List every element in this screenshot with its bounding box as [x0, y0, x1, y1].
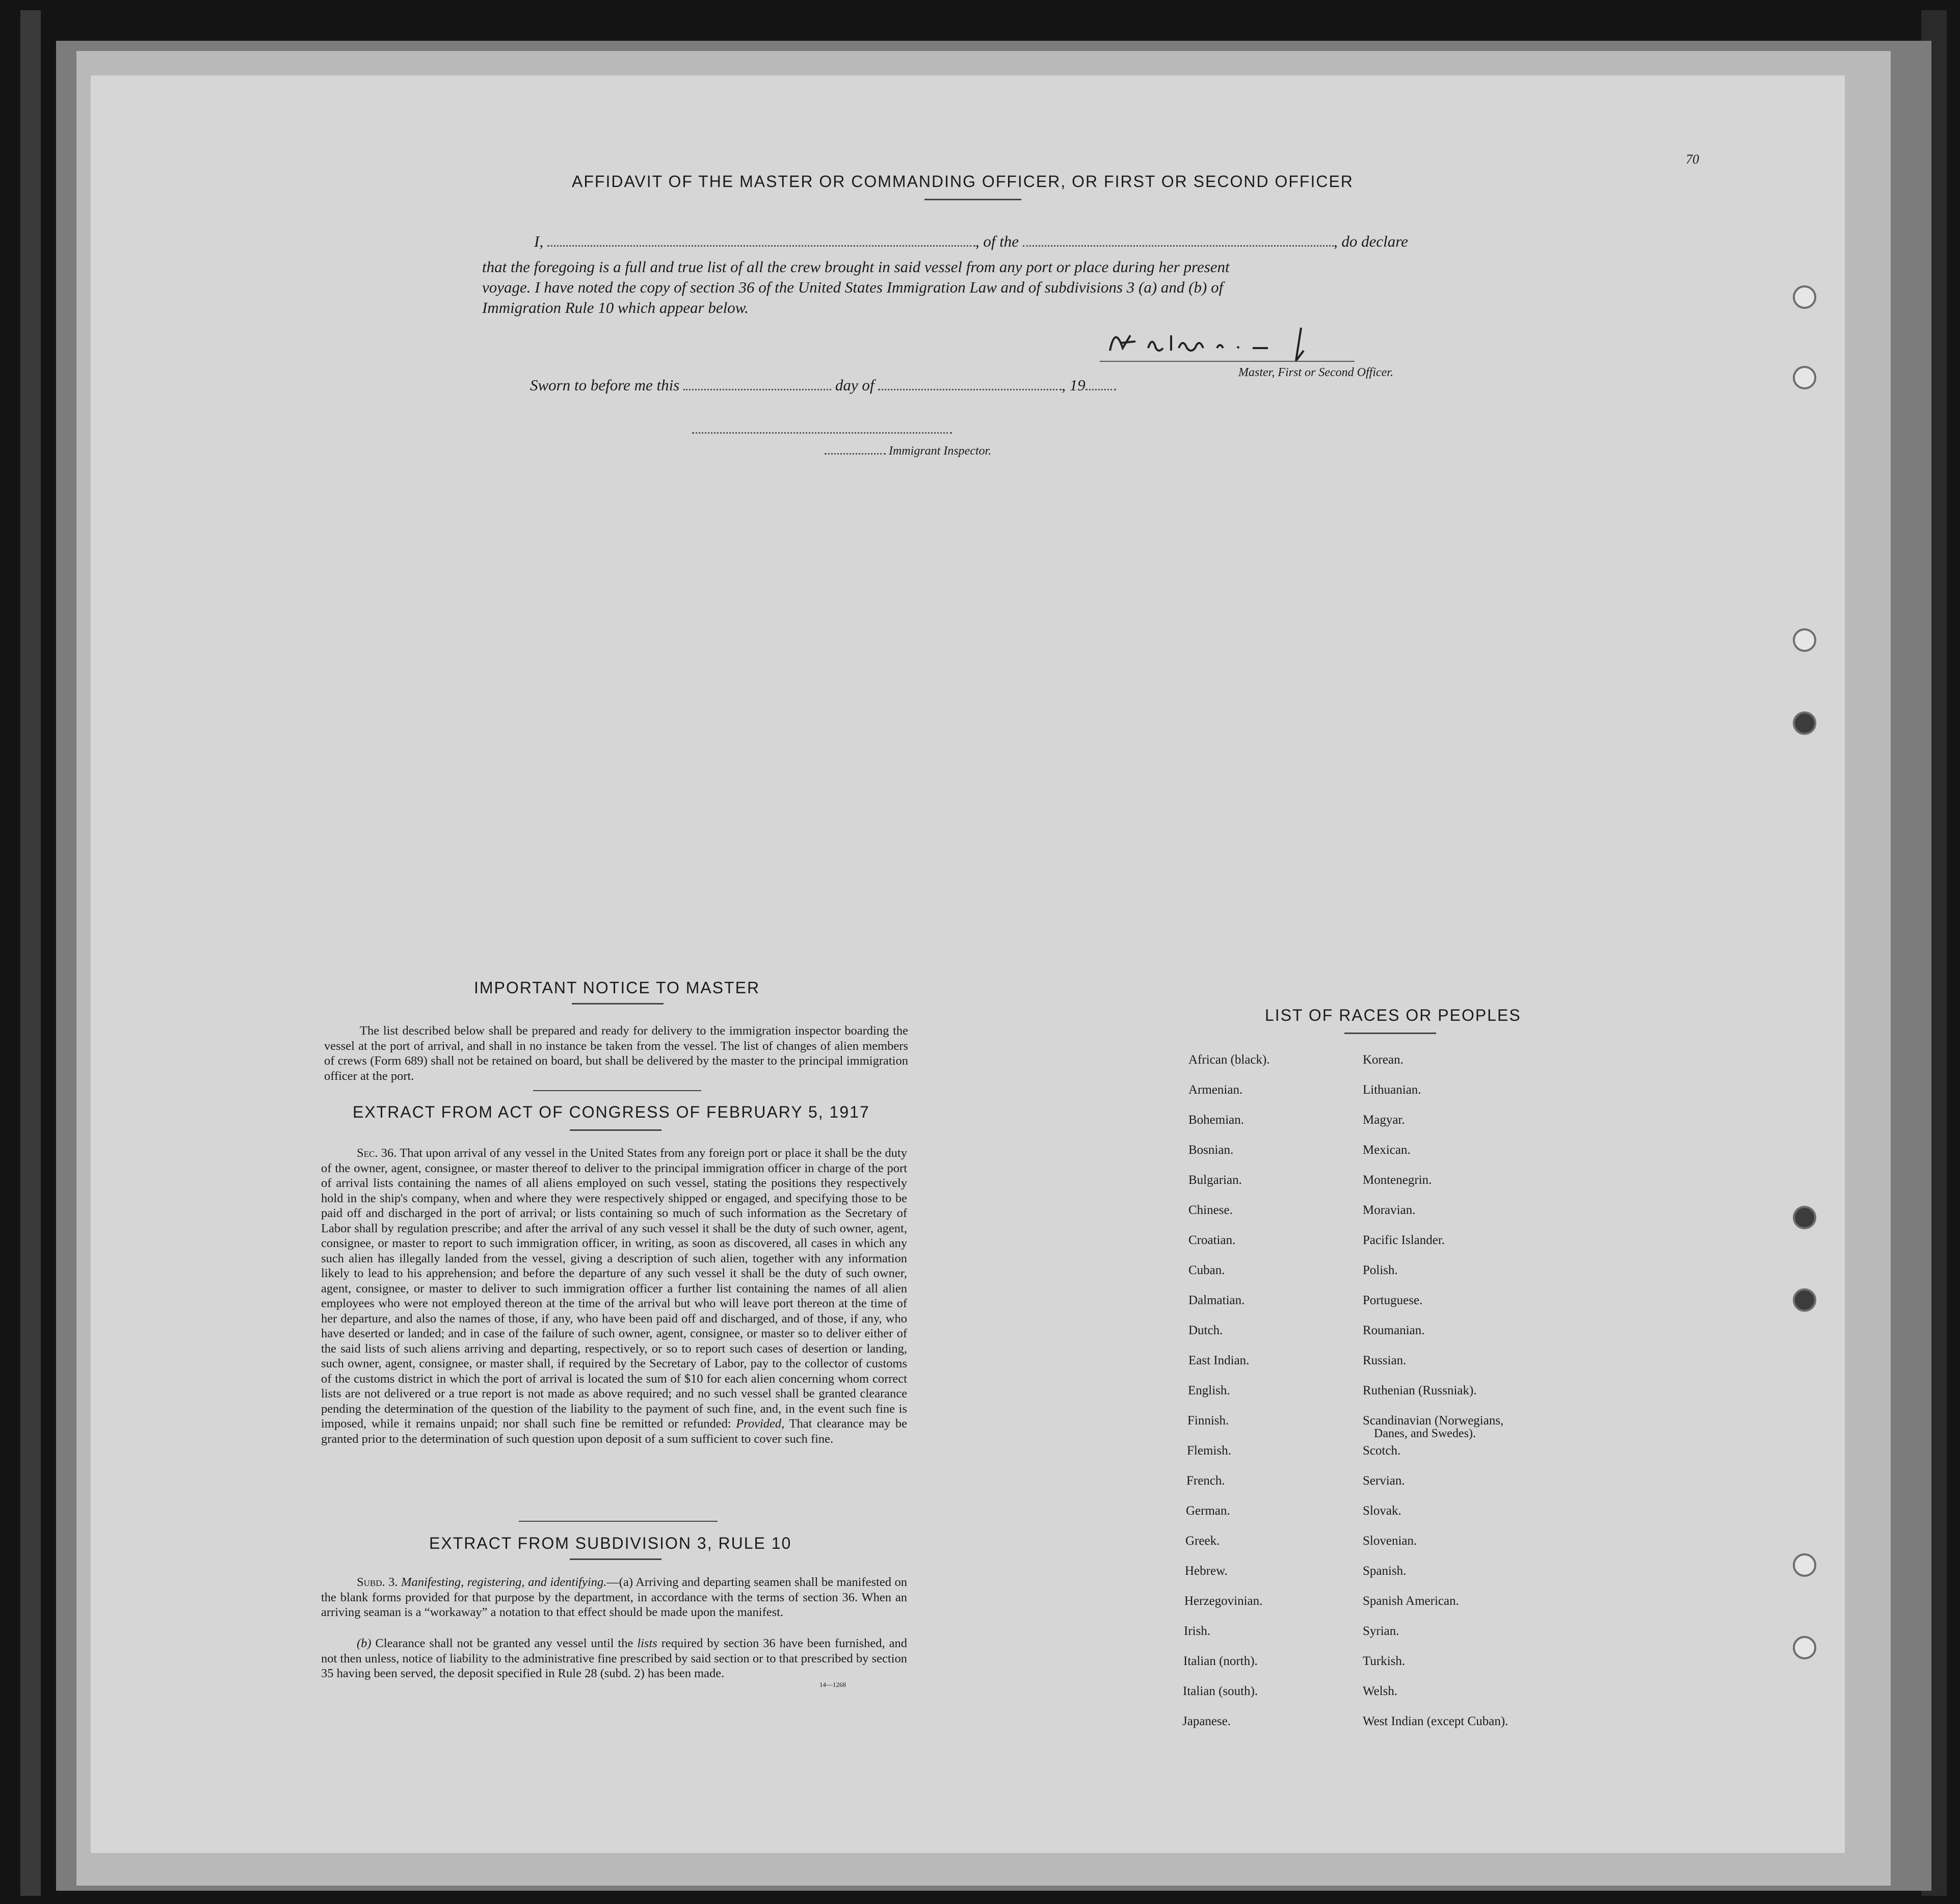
- text-day-of: day of: [835, 376, 875, 394]
- race-item: French.: [1186, 1474, 1225, 1488]
- race-item: Roumanian.: [1363, 1324, 1425, 1337]
- race-item: Slovak.: [1363, 1504, 1401, 1518]
- rule-heading: Manifesting, registering, and identifying.: [401, 1575, 607, 1589]
- rule-text-a: [321, 1575, 907, 1620]
- race-item: Herzegovinian.: [1184, 1594, 1263, 1608]
- race-item: Italian (south).: [1183, 1684, 1258, 1698]
- race-item: East Indian.: [1188, 1354, 1250, 1367]
- month-blank: [878, 389, 1062, 390]
- rule-lists-word: lists: [637, 1636, 657, 1650]
- race-item: Hebrew.: [1185, 1564, 1228, 1578]
- race-item: English.: [1188, 1384, 1230, 1397]
- act-proviso-word: Provided,: [736, 1417, 785, 1431]
- act-paragraph: That upon arrival of any vessel in the United States from any foreign port or place it shall be the duty of the owner, agent, consignee, or master thereof to deliver to the principal immigration officer in charge of the port of arrival lists containing the names of all aliens employed on such vessel, stating the positions they respectively hold in the ship's company, when and where they were respectively shipped or engaged, and specifying those to be paid off and discharged in the port of arrival; or lists containing so much of such information as the Secretary of Labor shall by regulation prescribe; and after the arrival of any such vessel it shall be the duty of such owner, agent, consignee, or master to report to such immigration officer, in writing, as soon as discovered, all cases in which any such alien has illegally landed from the vessel, giving a description of such alien, together with any information likely to lead to his apprehension; and before the departure of any such vessel it shall be the duty of such owner, agent, consignee, or master to deliver to such immigration officer a further list containing the names of all alien employees who were not employed thereon at the time of the arrival but who will leave port thereon at the time of her departure, and also the names of those, if any, who have been paid off and discharged, and of those, if any, who have deserted or landed; and in case of the failure of such owner, agent, consignee, or master so to deliver either of the said lists of such aliens arriving and departing, respectively, or so to report such cases of desertion or landing, such owner, agent, consignee, or master shall, if required by the Secretary of Labor, pay to the collector of customs of the customs district in which the port of arrival is located the sum of $10 for each alien concerning whom correct lists are not delivered or a true report is not made as above required; and no such vessel shall be granted clearance pending the determination of the question of the liability to the payment of such fine, and, in the event such fine is imposed, while it remains unpaid; nor shall such fine be remitted or refunded:: [321, 1146, 907, 1431]
- race-item: Japanese.: [1182, 1714, 1231, 1728]
- year-blank: [1085, 389, 1116, 390]
- race-item: Greek.: [1185, 1534, 1220, 1548]
- signature-line: [1100, 361, 1355, 362]
- notice-text: [324, 1023, 908, 1083]
- race-item: Dalmatian.: [1188, 1293, 1245, 1307]
- race-item: Chinese.: [1188, 1203, 1233, 1217]
- affidavit-line-3: voyage. I have noted the copy of section 36 of the United States Immigration Law and of subdivisions 3 (a) and (b) of: [482, 278, 1224, 296]
- binder-hole: [1793, 1288, 1816, 1312]
- race-item: Portuguese.: [1363, 1293, 1423, 1307]
- rule-paragraph-a: —(a) Arriving and departing seamen shall be manifested on the blank forms provided for that purpose by the department, in accordance with the terms of section 36. When an arriving seaman is a “workaway” a notation to that effect should be made upon the manifest.: [321, 1575, 907, 1619]
- binder-hole: [1793, 285, 1816, 309]
- race-item: Korean.: [1363, 1053, 1403, 1067]
- day-blank: [683, 389, 831, 390]
- races-title: LIST OF RACES OR PEOPLES: [1265, 1006, 1521, 1024]
- race-item: Syrian.: [1363, 1624, 1399, 1638]
- form-number: 14—1268: [819, 1681, 846, 1688]
- race-item: Flemish.: [1187, 1444, 1231, 1458]
- race-item: Ruthenian (Russniak).: [1363, 1384, 1477, 1397]
- inspector-blank: [825, 453, 886, 455]
- act-section-label: Sec. 36.: [357, 1146, 397, 1160]
- race-item: Slovenian.: [1363, 1534, 1417, 1548]
- page-mark: 70: [1686, 152, 1699, 167]
- document-page: [91, 75, 1845, 1853]
- races-rule: [1344, 1033, 1436, 1034]
- race-item: Spanish American.: [1363, 1594, 1459, 1608]
- rule-rule: [570, 1558, 661, 1560]
- race-item: West Indian (except Cuban).: [1363, 1714, 1508, 1728]
- section-divider: [533, 1090, 701, 1091]
- inspector-label: [825, 444, 991, 458]
- race-item: Mexican.: [1363, 1143, 1411, 1157]
- rule-paragraph-b2: required by section 36 have been furnished, and not then unless, notice of liability to the administrative fine prescribed by said section or to that prescribed by section 35 having been served, the deposit specified in Rule 28 (subd. 2) has been made.: [321, 1636, 907, 1680]
- race-item: Scotch.: [1363, 1444, 1401, 1458]
- binder-edge-left: [20, 10, 41, 1896]
- race-item: Cuban.: [1188, 1263, 1225, 1277]
- race-item: Danes, and Swedes).: [1374, 1427, 1476, 1440]
- act-title: EXTRACT FROM ACT OF CONGRESS OF FEBRUARY 5, 1917: [353, 1103, 870, 1121]
- affidavit-title: AFFIDAVIT OF THE MASTER OR COMMANDING OFFICER, OR FIRST OR SECOND OFFICER: [572, 172, 1354, 191]
- race-item: Russian.: [1363, 1354, 1407, 1367]
- binder-hole: [1793, 628, 1816, 652]
- notice-paragraph: The list described below shall be prepared and ready for delivery to the immigration inspector boarding the vessel at the port of arrival, and shall in no instance be taken from the vessel. The list of changes of alien members of crews (Form 689) shall not be retained on board, but shall be delivered by the master to the principal immigration officer at the port.: [324, 1024, 908, 1083]
- binder-hole: [1793, 1636, 1816, 1659]
- race-item: German.: [1186, 1504, 1230, 1518]
- act-rule: [570, 1129, 661, 1131]
- text-sworn: Sworn to before me this: [530, 376, 680, 394]
- act-text: [321, 1146, 907, 1446]
- signature-image: [1100, 320, 1365, 366]
- section-divider: [519, 1521, 718, 1522]
- name-blank: [547, 245, 975, 247]
- race-item: Pacific Islander.: [1363, 1233, 1445, 1247]
- binder-hole: [1793, 1206, 1816, 1229]
- inspector-text: Immigrant Inspector.: [889, 444, 992, 458]
- race-item: Montenegrin.: [1363, 1173, 1432, 1187]
- race-item: Magyar.: [1363, 1113, 1405, 1127]
- binder-hole: [1793, 1553, 1816, 1577]
- text-do-declare: , do declare: [1333, 232, 1408, 250]
- race-item: Croatian.: [1188, 1233, 1236, 1247]
- rule-paragraph-b1: Clearance shall not be granted any vessel until the: [375, 1636, 633, 1650]
- notice-title: IMPORTANT NOTICE TO MASTER: [474, 979, 760, 997]
- affidavit-line-4: Immigration Rule 10 which appear below.: [482, 299, 749, 316]
- act-proviso-text: That clearance may be granted prior to the determination of such question upon deposit of a sum sufficient to cover such fine.: [321, 1417, 908, 1446]
- title-rule: [924, 199, 1021, 200]
- race-item: Moravian.: [1363, 1203, 1416, 1217]
- race-item: Dutch.: [1188, 1324, 1223, 1337]
- vessel-blank: [1023, 245, 1334, 247]
- race-item: Polish.: [1363, 1263, 1398, 1277]
- race-item: Bulgarian.: [1188, 1173, 1242, 1187]
- race-item: Servian.: [1363, 1474, 1405, 1488]
- race-item: Turkish.: [1363, 1654, 1406, 1668]
- race-item: Bosnian.: [1188, 1143, 1234, 1157]
- race-item: Armenian.: [1188, 1083, 1243, 1097]
- race-item: African (black).: [1188, 1053, 1270, 1067]
- rule-subdivision-label: Subd. 3.: [357, 1575, 398, 1589]
- race-item: Spanish.: [1363, 1564, 1407, 1578]
- race-item: Welsh.: [1363, 1684, 1398, 1698]
- text-i: I,: [534, 232, 544, 250]
- text-of-the: , of the: [975, 232, 1019, 250]
- rule-title: EXTRACT FROM SUBDIVISION 3, RULE 10: [429, 1534, 792, 1552]
- binder-hole: [1793, 711, 1816, 735]
- race-item: Irish.: [1184, 1624, 1211, 1638]
- race-item: Italian (north).: [1183, 1654, 1258, 1668]
- sworn-line: [530, 376, 1116, 394]
- affidavit-line-1: [534, 232, 1408, 251]
- affidavit-line-2: that the foregoing is a full and true list of all the crew brought in said vessel from any port or place during her present: [482, 258, 1230, 276]
- rule-b-label: (b): [357, 1636, 372, 1650]
- race-item: Finnish.: [1187, 1414, 1229, 1427]
- text-year: , 19: [1062, 376, 1085, 394]
- rule-text-b: [321, 1636, 907, 1681]
- binder-hole: [1793, 366, 1816, 389]
- race-item: Lithuanian.: [1363, 1083, 1421, 1097]
- race-item: Scandinavian (Norwegians,: [1363, 1414, 1504, 1427]
- signature-label: Master, First or Second Officer.: [1238, 366, 1393, 379]
- race-item: Bohemian.: [1188, 1113, 1244, 1127]
- inspector-line: [692, 432, 952, 434]
- notice-rule: [572, 1003, 664, 1004]
